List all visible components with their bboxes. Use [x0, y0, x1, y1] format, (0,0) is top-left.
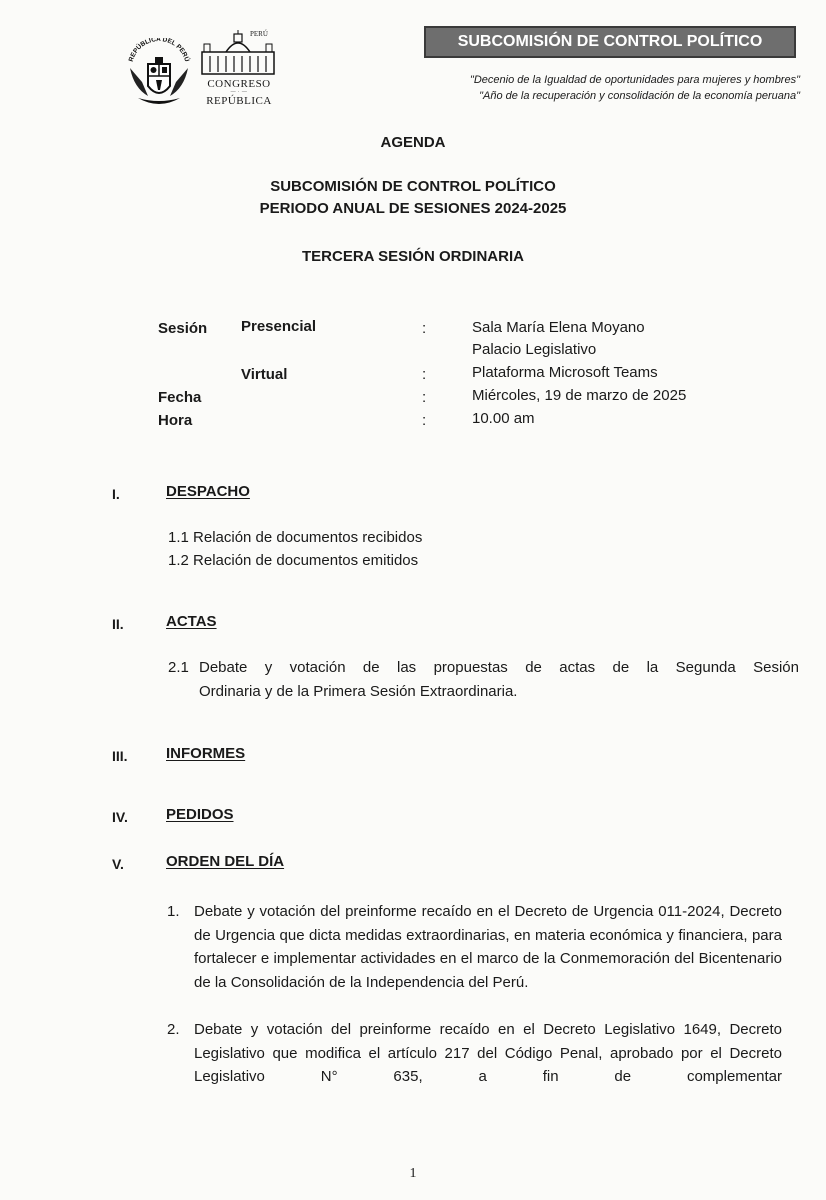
- congreso-logo-text: CONGRESO — · — REPÚBLICA: [200, 78, 278, 107]
- sesion-label: Sesión: [158, 320, 208, 337]
- fecha-value: Miércoles, 19 de marzo de 2025: [472, 387, 687, 404]
- section-2-number: II.: [112, 616, 124, 632]
- period-title: PERIODO ANUAL DE SESIONES 2024-2025: [259, 200, 567, 217]
- section-5-title: ORDEN DEL DÍA: [166, 853, 285, 870]
- colon-hora: :: [422, 412, 427, 429]
- actas-item-line-2: Ordinaria y de la Primera Sesión Extraordinaria.: [199, 683, 518, 700]
- orden-item-1-number: 1.: [167, 903, 180, 920]
- actas-item-number: 2.1: [168, 659, 189, 676]
- section-1-title: DESPACHO: [166, 483, 250, 500]
- fecha-label: Fecha: [158, 389, 202, 406]
- section-3-title: INFORMES: [166, 745, 246, 762]
- colon-virtual: :: [422, 366, 427, 383]
- shield-label: REPÚBLICA DEL PERÚ: [127, 38, 191, 63]
- colon-fecha: :: [422, 389, 427, 406]
- actas-item-line-1: Debate y votación de las propuestas de actas de la Segunda Sesión: [199, 659, 799, 676]
- section-4-number: IV.: [112, 809, 128, 825]
- session-title: TERCERA SESIÓN ORDINARIA: [302, 248, 524, 265]
- header-title-box: SUBCOMISIÓN DE CONTROL POLÍTICO: [424, 26, 796, 58]
- subcommission-title: SUBCOMISIÓN DE CONTROL POLÍTICO: [270, 178, 556, 195]
- section-1-number: I.: [112, 486, 120, 502]
- header-mottos: [420, 72, 800, 104]
- presencial-value-2: Palacio Legislativo: [472, 341, 597, 358]
- despacho-item-1: 1.1 Relación de documentos recibidos: [168, 529, 423, 546]
- page-number: 1: [409, 1166, 417, 1181]
- orden-item-2-text: Debate y votación del preinforme recaído en el Decreto Legislativo 1649, Decreto Legislativo que modifica el artículo 217 del Código Penal, aprobado por el Decreto Legislativo N° 635, a fin de complementar: [194, 1021, 782, 1085]
- section-4-title: PEDIDOS: [166, 806, 234, 823]
- virtual-label: Virtual: [241, 366, 288, 383]
- congreso-line1: CONGRESO: [207, 78, 271, 90]
- motto-2: "Año de la recuperación y consolidación de la economía peruana": [479, 90, 800, 102]
- colon-presencial: :: [422, 320, 427, 337]
- virtual-value: Plataforma Microsoft Teams: [472, 364, 658, 381]
- section-3-number: III.: [112, 748, 128, 764]
- agenda-title: AGENDA: [380, 134, 446, 151]
- section-2-title: ACTAS: [166, 613, 217, 630]
- motto-1: "Decenio de la Igualdad de oportunidades para mujeres y hombres": [469, 74, 800, 86]
- hora-label: Hora: [158, 412, 193, 429]
- orden-item-2-number: 2.: [167, 1021, 180, 1038]
- hora-value: 10.00 am: [472, 410, 535, 427]
- orden-item-1-text: Debate y votación del preinforme recaído en el Decreto de Urgencia 011-2024, Decreto de Urgencia que dicta medidas extraordinarias, en materia económica y financiera, para fortalecer e implementar actividades en el marco de la Conmemoración del Bicentenario de la Consolidación de la Independencia del Perú.: [194, 903, 782, 991]
- congreso-line2: REPÚBLICA: [206, 95, 272, 107]
- despacho-item-2: 1.2 Relación de documentos emitidos: [168, 552, 419, 569]
- presencial-value-1: Sala María Elena Moyano: [472, 319, 645, 336]
- section-5-number: V.: [112, 856, 124, 872]
- congreso-peru-label: PERÚ: [250, 30, 268, 38]
- presencial-label: Presencial: [241, 318, 317, 335]
- peru-coat-of-arms-logo: [124, 38, 194, 110]
